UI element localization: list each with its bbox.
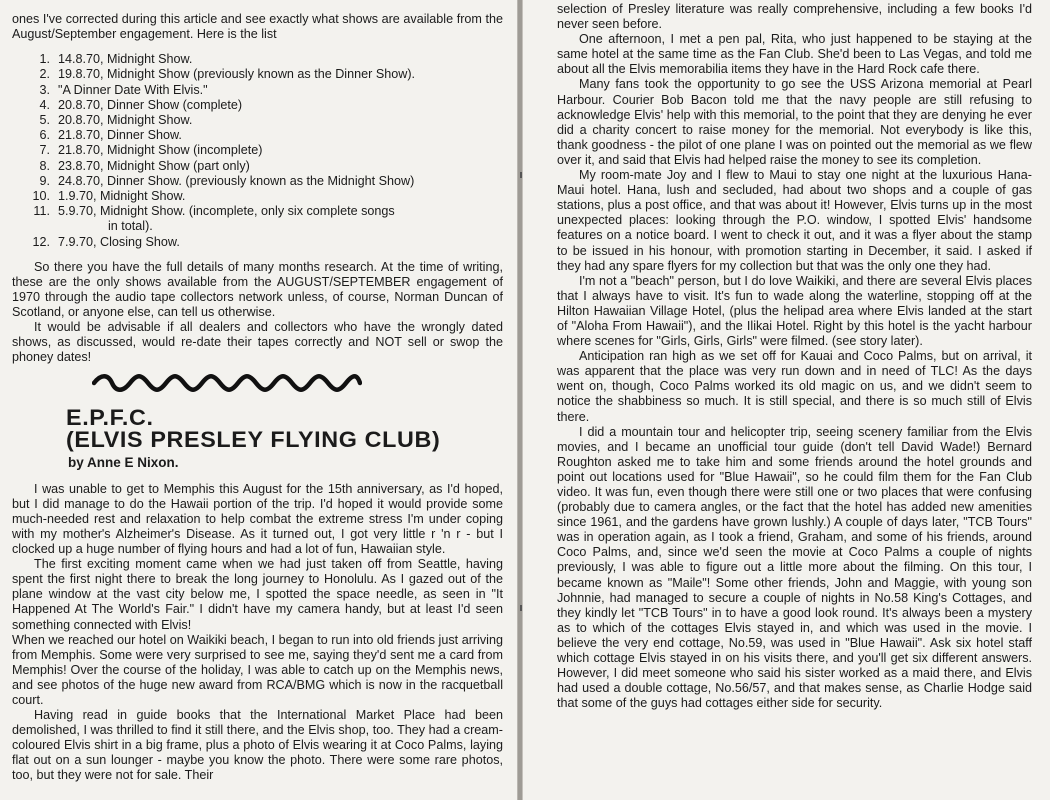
advice-paragraph: It would be advisable if all dealers and collectors who have the wrongly dated shows, as discussed, would re-date their tapes correctly and NOT sell or swop the phoney dates! <box>12 320 503 365</box>
byline: by Anne E Nixon. <box>68 454 179 470</box>
article-paragraph: My room-mate Joy and I flew to Maui to stay one night at the luxurious Hana-Maui hotel. Hana, lush and secluded, had about two shops and a couple of gas stations, plus a post office, and that was about it! However, Elvis turns up in the most unexpected places: looking through the P.O. window, I spotted Elvis' handsome features on a notice board. I went to check it out, and it was a flyer about the stamp to be issued in his honour, with promotion starting in December, it said. I asked if they had any spare flyers for my collection but that was the only one they had. <box>557 168 1032 273</box>
list-item: 12. 7.9.70, Closing Show. <box>32 234 180 249</box>
article-paragraph: I was unable to get to Memphis this August for the 15th anniversary, as I'd hoped, but I did manage to do the Hawaii portion of the trip. I'd hoped it would provide some much-needed rest and relaxation to help combat the extreme stress I'm under coping with my mother's Alzheimer's Disease. As it turned out, I got very little r 'n r - but I clocked up a huge number of flying hours and had a lot of fun, Hawaiian style. <box>12 481 503 557</box>
article-title: E.P.F.C. (ELVIS PRESLEY FLYING CLUB) <box>66 404 441 452</box>
article-paragraph: selection of Presley literature was really comprehensive, including a few books I'd never seen before. <box>557 2 1032 32</box>
list-item: 3. "A Dinner Date With Elvis." <box>39 82 208 97</box>
right-page <box>522 0 1050 800</box>
article-paragraph: The first exciting moment came when we had just taken off from Seattle, having spent the first night there to break the long journey to Honolulu. As I gazed out of the plane window at the vast city below me, I spotted the space needle, as seen in "It Happened At The World's Fair." I didn't have my camera handy, but at least I'd seen something connected with Elvis! <box>12 557 503 632</box>
article-paragraph: Anticipation ran high as we set off for Kauai and Coco Palms, but on arrival, it was apparent that the place was very run down and in need of TLC! As the days went on, though, Coco Palms worked its old magic on us, and we didn't seem to notice the shabbiness so much. It is still special, and there is so much still of Elvis there. <box>557 349 1032 424</box>
article-paragraph: I did a mountain tour and helicopter trip, seeing scenery familiar from the Elvis movies, and I became an unofficial tour guide (don't tell David Wade!) Bernard Roughton asked me to take him and some friends around the hotel grounds and point out locations used for "Blue Hawaii", so he could film them for the Fan Club video. It was fun, even though there were still one or two places that were confusing (probably due to camera angles, or the fact that the hotel has added new amenities since 1961, and the gardens have grown lushly.) A couple of days later, "TCB Tours" was in operation again, as I took a friend, Graham, and some of his friends, around Coco Palms, and, since we'd seen the movie at Coco Palms a couple of nights previously, I was able to figure out a little more about the filming. On this tour, I became known as "Maile"! Some other friends, John and Maggie, with young son Johnnie, had managed to secure a couple of nights in No.58 King's Cottages, and they kindly let "TCB Tours" in to have a good look round. It's always been a mystery as to which of the cottages Elvis stayed in, and which was used in the movie. I believe the very end cottage, No.59, was used in "Blue Hawaii". Ask six hotel staff which cottage Elvis stayed in on his visits there, and you'll get six different answers. However, I did meet someone who said his sister worked as a maid there, and Elvis had used a double cottage, No.56/57, and that makes sense, as Charlie Hodge said that some of the guys had cottages either side for security. <box>557 424 1032 711</box>
list-item: 7. 21.8.70, Midnight Show (incomplete) <box>39 143 263 158</box>
list-item: 10. 1.9.70, Midnight Show. <box>32 189 186 204</box>
show-list <box>20 52 503 250</box>
list-item: 6. 21.8.70, Dinner Show. <box>39 128 182 143</box>
summary-paragraph: So there you have the full details of many months research. At the time of writing, these are the only shows available from the AUGUST/SEPTEMBER engagement of 1970 through the audio tape collectors network unless, of course, Norman Duncan of Scotland, or anyone else, can tell us otherwise. <box>12 259 503 320</box>
article-paragraph: Having read in guide books that the International Market Place had been demolished, I was thrilled to find it still there, and the Elvis shop, too. They had a cream-coloured Elvis shirt in a big frame, plus a photo of Elvis wearing it at Coco Palms, laying flat out on a sun lounger - maybe you know the photo. There were some rare photos, too, but they were not for sale. Their <box>12 708 503 783</box>
list-item: 2. 19.8.70, Midnight Show (previously known as the Dinner Show). <box>39 67 416 82</box>
decorative-wave-divider-icon <box>92 374 362 392</box>
list-item: 5. 20.8.70, Midnight Show. <box>39 113 193 127</box>
left-page <box>0 0 518 800</box>
article-paragraph: When we reached our hotel on Waikiki beach, I began to run into old friends just arriving from Memphis. Some were very surprised to see me, saying they'd sent me a card from Memphis! Over the course of the holiday, I was able to catch up on the Memphis news, and see photos of the huge new award from RCA/BMG which is now in the racquetball court. <box>12 632 503 707</box>
article-paragraph: One afternoon, I met a pen pal, Rita, who just happened to be staying at the same hotel at the same time as the Fan Club. She'd been to Las Vegas, and told me about all the Elvis memorabilia items they have in the Hard Rock cafe there. <box>557 32 1032 77</box>
article-paragraph: I'm not a "beach" person, but I do love Waikiki, and there are several Elvis places that I always have to visit. It's fun to wade along the waterline, stopping off at the Hilton Hawaiian Village Hotel, (plus the helipad area where Elvis landed at the start of "Aloha From Hawaii"), and the Ilikai Hotel. Right by this hotel is the yacht harbour where scenes for "Girls, Girls, Girls" were filmed. (see story later). <box>557 273 1032 349</box>
list-item: 8. 23.8.70, Midnight Show (part only) <box>39 158 250 173</box>
intro-paragraph: ones I've corrected during this article and see exactly what shows are available from the August/September engagement. Here is the list <box>12 12 503 42</box>
list-item: in total). <box>108 219 153 234</box>
list-item: 1. 14.8.70, Midnight Show. <box>39 52 193 67</box>
list-item: 4. 20.8.70, Dinner Show (complete) <box>39 97 243 112</box>
article-paragraph: Many fans took the opportunity to go see the USS Arizona memorial at Pearl Harbour. Courier Bob Bacon told me that the navy people are still refusing to acknowledge Elvis' help with this memorial, to the point that they are denying he ever did a charity concert to raise money for the memorial. Not everybody is like this, thank goodness - the pilot of one plane I was on pointed out the memorial as we flew over it, and said that Elvis had helped raise the money to see its completion. <box>557 77 1032 167</box>
list-item: 11. 5.9.70, Midnight Show. (incomplete, only six complete songs <box>33 204 395 219</box>
list-item: 9. 24.8.70, Dinner Show. (previously known as the Midnight Show) <box>39 173 415 188</box>
